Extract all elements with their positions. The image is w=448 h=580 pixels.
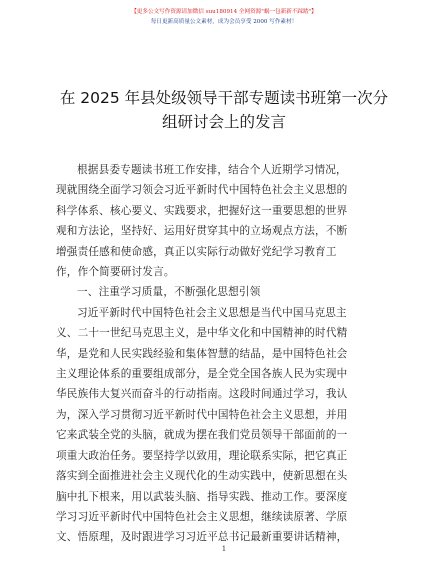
paragraph-2-line: 它来武装全党的头脑，就成为摆在我们党员领导干部面前的一 <box>56 429 348 442</box>
section-heading-1: 一、注重学习质量，不断强化思想引领 <box>77 286 261 299</box>
promo-banner-line-1: 【更多公文写作资源请加微信 suu180914 全网资源"蜗一包新新不踩踏"】 <box>131 9 317 15</box>
promo-banner <box>0 7 448 27</box>
page-number: 1 <box>221 545 227 553</box>
paragraph-2-line: 华民族伟大复兴而奋斗的行动指南。这段时间通过学习，我认 <box>56 388 348 401</box>
promo-banner-line-2: 每日更新高质量公文素材，成为会员享受 2000 写作素材！ <box>150 19 298 25</box>
paragraph-2-line: 文、悟原理，及时跟进学习习近平总书记最新重要讲话精神， <box>56 531 348 544</box>
document-title-line-1: 在 2025 年县处级领导干部专题读书班第一次分 <box>59 89 389 107</box>
paragraph-1-line: 作，作个简要研讨发言。 <box>56 266 175 279</box>
paragraph-2-line: 项重大政治任务。要坚持学以致用，理论联系实际，把它真正 <box>56 449 348 462</box>
paragraph-1-line: 增强责任感和使命感，真正以实际行动做好党纪学习教育工 <box>56 245 337 258</box>
paragraph-2-line: 习近平新时代中国特色社会主义思想是当代中国马克思主 <box>77 306 347 319</box>
paragraph-2-line: 义、二十一世纪马克思主义，是中华文化和中国精神的时代精 <box>56 327 348 340</box>
paragraph-1-line: 观和方法论，坚持好、运用好贯穿其中的立场观点方法，不断 <box>56 225 348 238</box>
paragraph-2-line: 为，深入学习贯彻习近平新时代中国特色社会主义思想，并用 <box>56 408 348 421</box>
paragraph-2-line: 主义理论体系的重要组成部分，是全党全国各族人民为实现中 <box>56 368 348 381</box>
paragraph-2-line: 落实到全面推进社会主义现代化的生动实践中，使新思想在头 <box>56 470 348 483</box>
paragraph-2-line: 华，是党和人民实践经验和集体智慧的结晶，是中国特色社会 <box>56 347 348 360</box>
paragraph-2-line: 脑中扎下根来，用以武装头脑、指导实践、推动工作。要深度 <box>56 490 348 503</box>
paragraph-2-line: 学习习近平新时代中国特色社会主义思想，继续读原著、学原 <box>56 510 348 523</box>
document-title <box>40 86 408 134</box>
document-title-line-2: 组研讨会上的发言 <box>161 113 286 131</box>
paragraph-1-line: 现就围绕全面学习领会习近平新时代中国特色社会主义思想的 <box>56 184 348 197</box>
paragraph-1-line: 科学体系、核心要义、实践要求，把握好这一重要思想的世界 <box>56 204 348 217</box>
paragraph-1-line: 根据县委专题读书班工作安排，结合个人近期学习情况， <box>77 164 347 176</box>
document-body <box>56 160 386 548</box>
